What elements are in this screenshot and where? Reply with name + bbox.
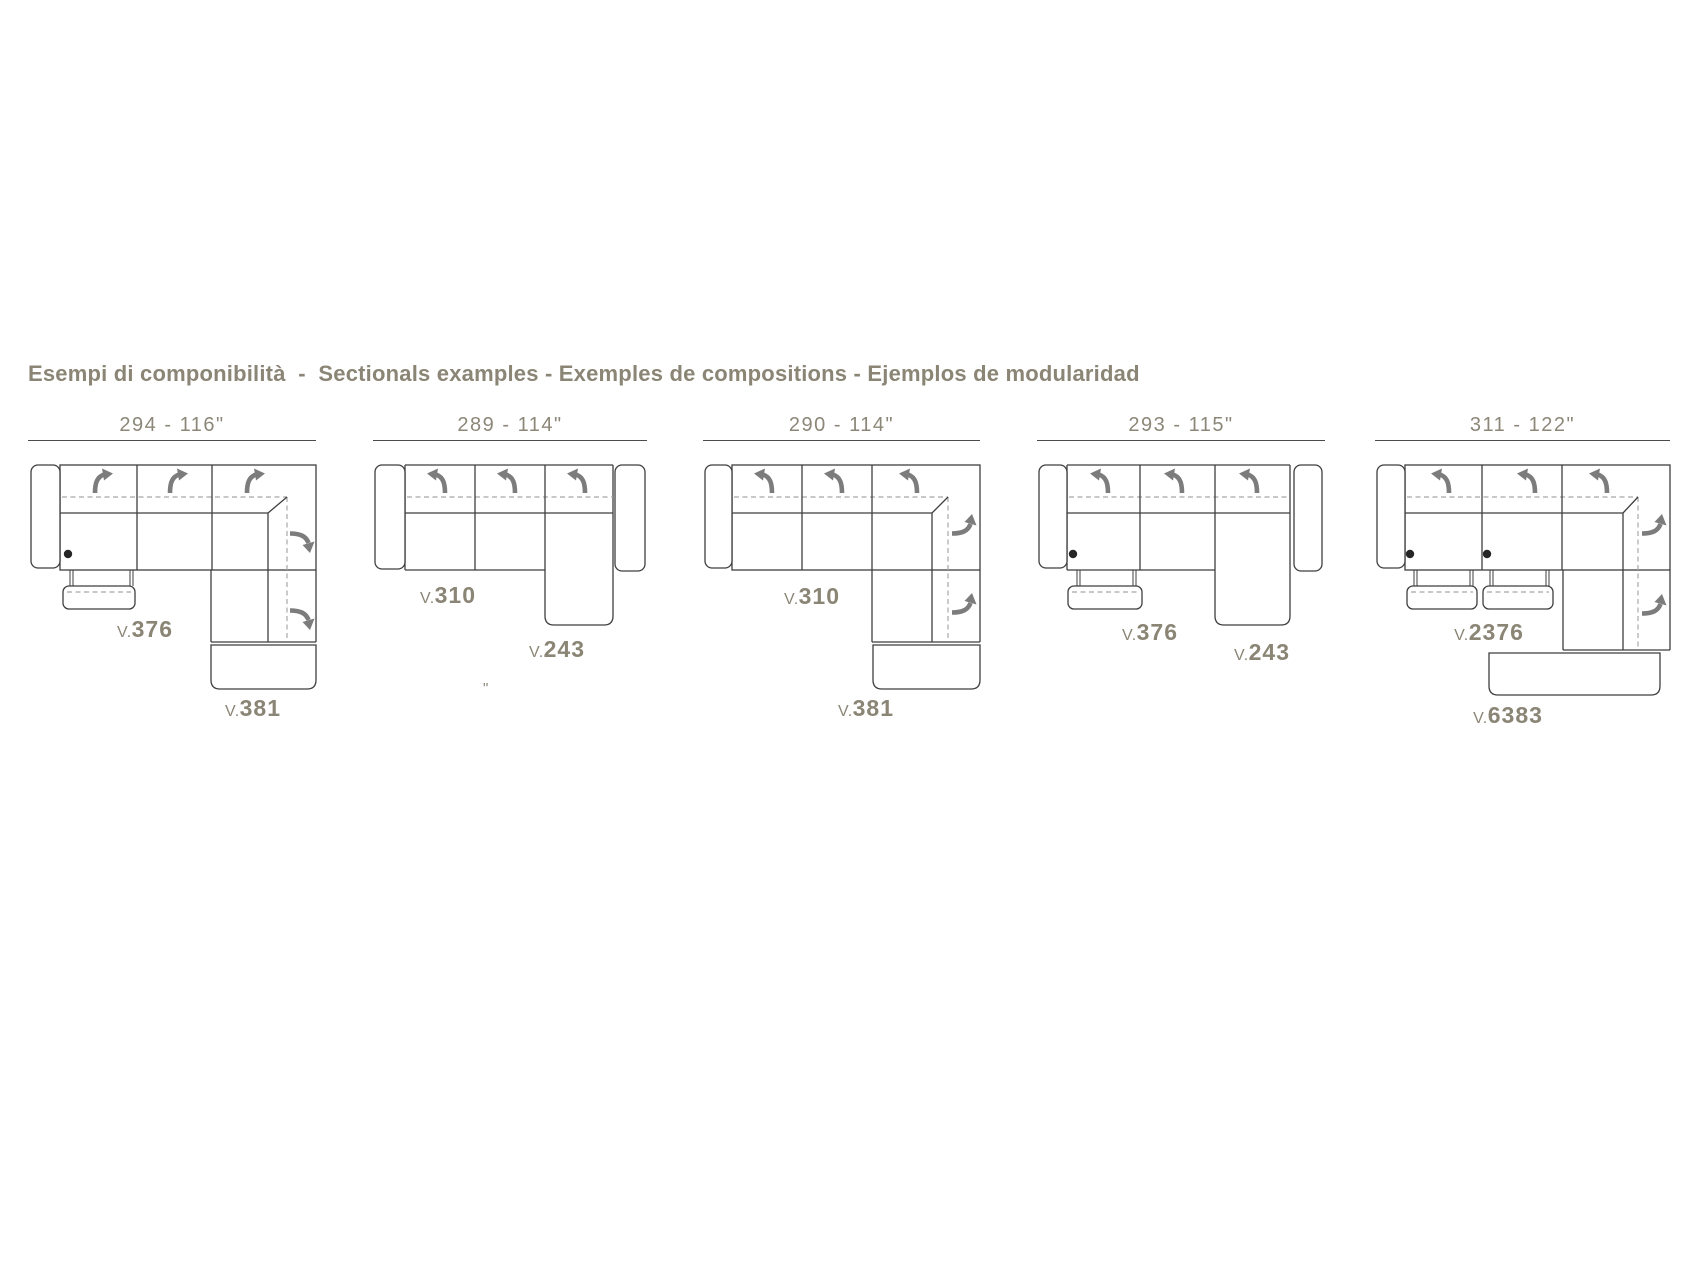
chaise-module xyxy=(545,570,613,625)
recline-arrow-icon xyxy=(290,611,315,631)
module-label-prefix: V. xyxy=(1473,710,1488,727)
dimension-header-3: 290 - 114" xyxy=(703,414,980,441)
ottoman-module xyxy=(211,645,316,689)
recline-arrow-icon xyxy=(952,593,977,613)
sofa-drawing-1 xyxy=(28,458,318,700)
corner-return-section xyxy=(211,570,316,642)
module-label-v376 xyxy=(1122,619,1178,646)
module-label-v310 xyxy=(784,583,840,610)
footrest-struts xyxy=(1414,570,1549,586)
chaise-module xyxy=(1215,570,1290,625)
power-dot xyxy=(1483,550,1491,558)
module-label-v376 xyxy=(117,616,173,643)
module-label-v243 xyxy=(1234,639,1290,666)
dimension-header-5: 311 - 122" xyxy=(1375,414,1670,441)
page-title: Esempi di componibilità - Sectionals examples - Exemples de compositions - Ejemplos de modularidad xyxy=(28,361,1140,386)
corner-return-section xyxy=(872,570,980,642)
module-label-v243 xyxy=(529,636,585,663)
module-label-number: 381 xyxy=(852,695,895,721)
module-label-prefix: V. xyxy=(837,703,853,720)
extended-footrest xyxy=(1407,586,1477,609)
module-label-v2376 xyxy=(1454,619,1524,646)
module-label-prefix: V. xyxy=(1454,627,1469,644)
extended-footrest xyxy=(63,586,135,609)
recline-arrow-icon xyxy=(1642,594,1667,614)
module-label-prefix: V. xyxy=(419,590,435,607)
module-label-v381 xyxy=(838,695,894,722)
dimension-header-2: 289 - 114" xyxy=(373,414,647,441)
stray-inch-mark: " xyxy=(483,680,489,697)
sofa-drawing-4 xyxy=(1037,458,1325,630)
dimension-header-4: 293 - 115" xyxy=(1037,414,1325,441)
dimension-header-1: 294 - 116" xyxy=(28,414,316,441)
module-label-prefix: V. xyxy=(224,703,240,720)
footrest-struts xyxy=(70,570,133,586)
module-label-number: 2376 xyxy=(1468,619,1524,645)
recline-arrow-icon xyxy=(567,469,585,494)
right-armrest xyxy=(615,465,645,571)
sofa-drawing-5 xyxy=(1375,458,1672,703)
module-label-prefix: V. xyxy=(1121,627,1137,644)
module-label-v310 xyxy=(420,582,476,609)
module-label-prefix: V. xyxy=(1233,647,1249,664)
module-label-number: 310 xyxy=(798,583,841,609)
power-dot xyxy=(1406,550,1414,558)
extended-footrest xyxy=(1483,586,1553,609)
recline-arrow-icon xyxy=(1239,469,1257,494)
power-dot xyxy=(1069,550,1077,558)
recline-arrow-icon xyxy=(427,469,445,494)
sofa-drawing-2 xyxy=(373,458,649,630)
module-label-number: 376 xyxy=(1136,619,1179,645)
module-label-prefix: V. xyxy=(116,624,132,641)
wide-ottoman-module xyxy=(1489,653,1660,695)
footrest-struts xyxy=(1077,570,1136,586)
module-label-number: 243 xyxy=(1248,639,1291,665)
module-label-v381 xyxy=(225,695,281,722)
recline-arrow-icon xyxy=(497,469,515,494)
left-armrest xyxy=(375,465,405,569)
module-label-number: 381 xyxy=(239,695,282,721)
seat-divider xyxy=(475,465,545,570)
module-label-number: 310 xyxy=(434,582,477,608)
power-dot xyxy=(64,550,72,558)
left-armrest xyxy=(1377,465,1405,568)
extended-footrest xyxy=(1068,586,1142,609)
sofa-drawing-3 xyxy=(703,458,983,700)
right-armrest xyxy=(1294,465,1322,571)
module-label-v6383 xyxy=(1473,702,1543,729)
left-armrest xyxy=(705,465,732,568)
recline-arrow-icon xyxy=(1090,469,1108,494)
ottoman-module xyxy=(873,645,980,689)
module-label-prefix: V. xyxy=(783,591,799,608)
module-label-prefix: V. xyxy=(528,644,544,661)
left-armrest xyxy=(31,465,60,568)
module-label-number: 376 xyxy=(131,616,174,642)
recline-arrow-icon xyxy=(1164,469,1182,494)
left-armrest xyxy=(1039,465,1067,568)
module-label-number: 6383 xyxy=(1487,702,1543,728)
module-label-number: 243 xyxy=(543,636,586,662)
